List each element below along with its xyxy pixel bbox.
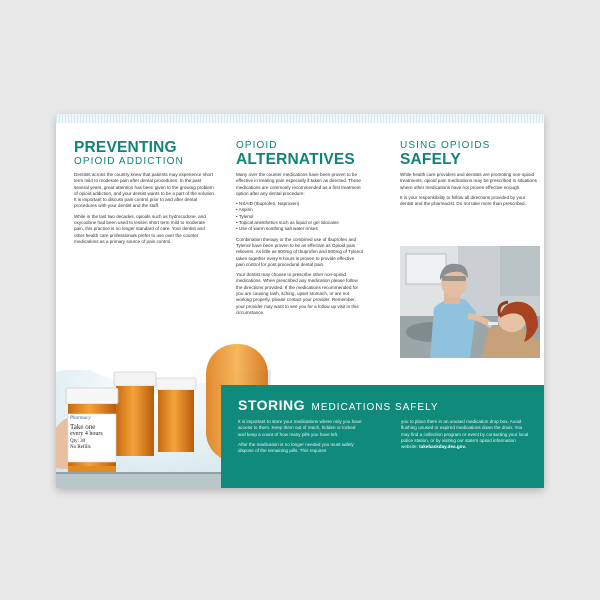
- preventing-heading: [74, 140, 216, 168]
- storing-title: STORING: [238, 397, 306, 413]
- alternatives-paragraph: Your dentist may choose to prescribe other non-opioid medications. When prescribed any medication please follow the directions provided. If the medications recommended for you are causing rash, itching, upset stomach, or are not working properly, please contact your provider. Remember, your provider may want to see you for a follow up visit in this circumstance.: [236, 272, 359, 315]
- pharmacy-label: [70, 416, 114, 451]
- pharmacy-label-brand: Pharmacy: [70, 416, 91, 421]
- storing-right-text: [401, 419, 531, 454]
- dentist-illustration: [400, 246, 540, 358]
- storing-right-paragraph: you to place them in an unused medication drop box. Avoid flushing unused or expired medications down the drain. You may find a collection program or event by contacting your local police station, or by visiting our state's opioid information website:: [401, 419, 529, 450]
- using-safely-paragraph: While health care providers and dentists are promoting non-opioid treatments, opioid pain medications may be prescribed in situations where other medications have not proven effective enough.: [400, 172, 537, 190]
- alternatives-heading: [236, 140, 364, 168]
- column-using-safely: [400, 123, 540, 207]
- alternatives-paragraph: Combination therapy or the combined use of Ibuprofen and Tylenol have been proven to be as effective as Opioid pain relievers. As little as 600mg of Ibuprofen and 500mg of Tylenol taken together every 6 hours is proven to provide effective pain control for post procedural dental pain.: [236, 236, 363, 267]
- alternatives-intro: Many over the counter medications have been proven to be effective in treating pain especially if taken as directed. These medications are commonly recommended as a first treatment option after any dental procedure:: [236, 172, 361, 196]
- storing-heading: [238, 397, 439, 415]
- alternatives-list: [236, 201, 364, 232]
- preventing-paragraph: Dentists across the country knew that patients may experience short term mild to moderate pain after dental procedures. In the past several years, great attention has been given to the growing problem of opioid addiction, and your dentist wants to be a part of the solution. It is important to discuss pain control prior to and after dental procedures with your dentist and the staff.: [74, 172, 216, 209]
- using-safely-heading: [400, 140, 540, 168]
- dentist-photo: [400, 246, 540, 358]
- list-item: • Tylenol: [236, 214, 364, 220]
- storing-band: [221, 385, 544, 488]
- using-safely-title: SAFELY: [400, 151, 461, 168]
- list-item: • Topical anesthetics such as liquid or gel lidocaine: [236, 220, 364, 226]
- storing-paragraph: It is important to store your medications where only you have access to them. Keep them out of reach, hidden or locked and keep a count of how many pills you have left.: [238, 419, 362, 437]
- alternatives-body: [236, 172, 364, 316]
- using-safely-paragraph: It is your responsibility to follow all directions provided by your dentist and the pharmacist. Do not take more than prescribed.: [400, 194, 526, 207]
- storing-paragraph: After the medication is no longer needed you must safely dispose of the remaining pills. This requires: [238, 441, 354, 454]
- top-stripe: [56, 114, 544, 123]
- pharmacy-label-qty: Qty: 30: [70, 439, 86, 444]
- using-safely-subtitle: USING OPIOIDS: [400, 140, 491, 151]
- using-safely-body: [400, 172, 540, 207]
- list-item: • NSAID (Ibuprofen, Naproxen): [236, 201, 364, 207]
- storing-subtitle: MEDICATIONS SAFELY: [311, 402, 439, 413]
- pharmacy-label-line1: Take one: [70, 423, 96, 431]
- column-preventing: [74, 123, 216, 245]
- preventing-title: PREVENTING: [74, 139, 177, 156]
- preventing-paragraph: While in the last two decades, opioids such as hydrocodone, and oxycodone had been used to lessen short term mild to moderate pain, this practice is no longer standard of care. Your dentist and other health care professionals prefer to use over the counter medications as a primary source of pain control.: [74, 213, 206, 244]
- takeback-link[interactable]: takebackday.dea.gov.: [419, 444, 466, 450]
- alternatives-title: ALTERNATIVES: [236, 151, 355, 168]
- preventing-body: [74, 172, 216, 245]
- pharmacy-label-refills: No Refills: [70, 445, 91, 450]
- preventing-subtitle: OPIOID ADDICTION: [74, 156, 184, 167]
- brochure-sheet: [56, 114, 544, 488]
- pharmacy-label-line2: every 4 hours: [70, 431, 103, 437]
- alternatives-subtitle: OPIOID: [236, 140, 278, 151]
- list-item: • Aspirin: [236, 207, 364, 213]
- storing-left-text: [238, 419, 362, 458]
- column-alternatives: [236, 123, 364, 316]
- list-item: • Use of warm soothing salt water rinses: [236, 226, 364, 232]
